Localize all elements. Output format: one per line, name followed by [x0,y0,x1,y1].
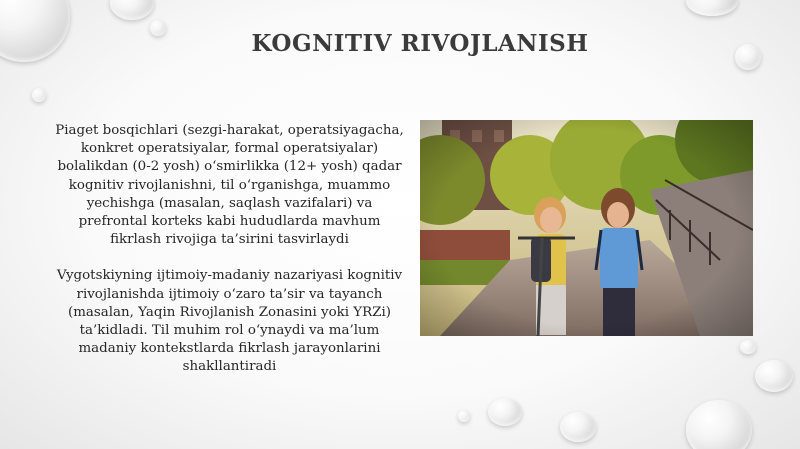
water-drop-icon [740,340,756,354]
slide-title: KOGNITIV RIVOJLANISH [251,30,589,57]
water-drop-icon [755,360,793,392]
water-drop-icon [488,398,522,426]
body-text [52,122,407,395]
water-drop-icon [458,410,470,422]
water-drop-icon [110,0,154,20]
water-drop-icon [686,400,752,449]
water-drop-icon [560,412,596,442]
paragraph-vygotsky: Vygotskiyning ijtimoiy-madaniy nazariyasi kognitiv rivojlanishda ijtimoiy o‘zaro ta’sir va tayanch (masalan, Yaqin Rivojlanish Zonasini yoki YRZi) ta’kidladi. Til muhim rol o‘ynaydi va ma’lum madaniy kontekstlarda fikrlash jarayonlarini shakllantiradi [56,268,403,375]
children-photo [420,120,753,336]
paragraph-piaget: Piaget bosqichlari (sezgi-harakat, operatsiyagacha, konkret operatsiyalar, formal operatsiyalar) bolalikdan (0-2 yosh) o‘smirlikka (12+ yosh) qadar kognitiv rivojlanishni, til o‘rganishga, muammo yechishga (masalan, saqlash vazifalari) va prefrontal korteks kabi hududlarda mavhum fikrlash rivojiga ta’sirini tasvirlaydi [55,123,404,248]
water-drop-icon [686,0,738,16]
water-drop-icon [32,88,46,102]
